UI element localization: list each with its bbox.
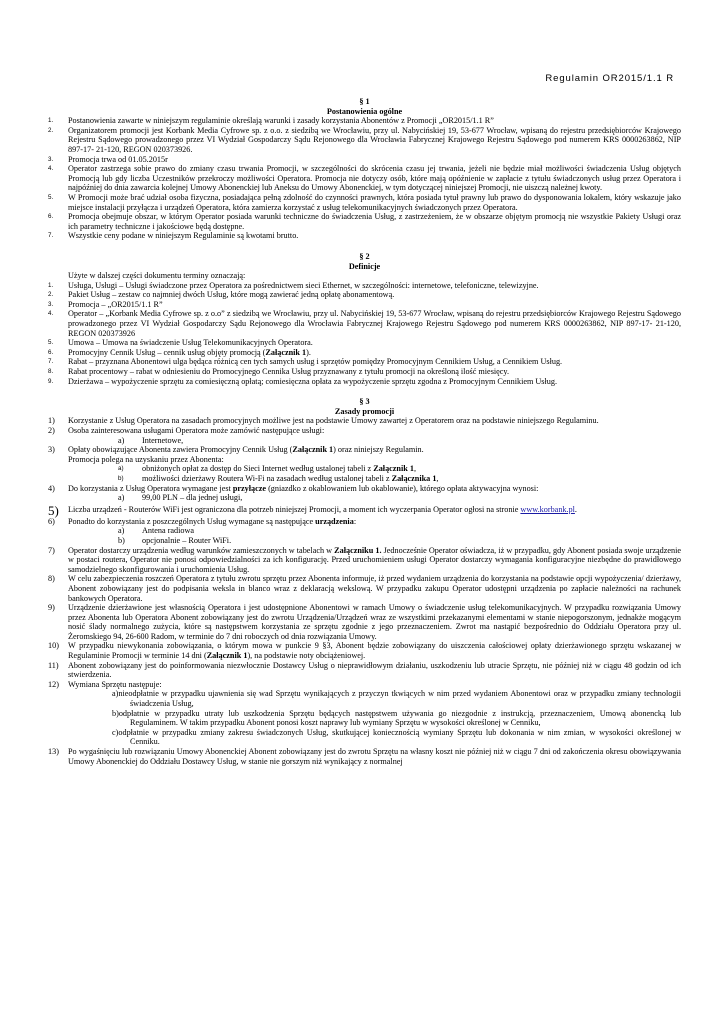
section-2-list (48, 281, 681, 387)
section-1-number: § 1 (359, 97, 370, 106)
rule-10: 10) W przypadku niewykonania zobowiązania, o którym mowa w punkcie 9 §3, Abonent będzie zobowiązany do uiszczenia całościowej opłaty dzierżawionego sprzętu wskazanej w Regulaminie Promocji w terminie 14 dni (Załącznik 1), na podstawie noty obciążeniowej. (48, 641, 681, 661)
section-3-number: § 3 (359, 397, 370, 407)
rule-11: 11) Abonent zobowiązany jest do poinformowania niezwłocznie Dostawcy Usług o nieprawidłowym działaniu, uszkodzeniu lub utracie Sprzętu, nie później niż w ciągu 48 godzin od ich stwierdzenia. (48, 660, 681, 680)
section-2-item: 2. Pakiet Usług – zestaw co najmniej dwóch Usług, które mogą zawierać jedną opłatę abonamentową. (48, 290, 395, 300)
section-2-item: 7. Rabat – przyznana Abonentowi ulga będąca różnicą cen tych samych usług i sprzętów pomiędzy Promocyjnym Cennikiem Usług, a Cennikiem Usług. (48, 357, 563, 367)
rule-6: 6) Ponadto do korzystania z poszczególnych Usług wymagane są następujące urządzenia: (48, 516, 357, 526)
rule-12-case-b: b)odpłatnie w przypadku utraty lub uszkodzenia Sprzętu będących następstwem używania go niezgodnie z instrukcją, przeznaczeniem, Umową abonencką lub Regulaminem. W takim przypadku Abonent ponosi koszt naprawy lub wymiany Sprzętu w wysokości określonej w Cenniku, (112, 708, 681, 728)
rule-13: 13) Po wygaśnięciu lub rozwiązaniu Umowy Abonenckiej Abonent zobowiązany jest do zwrotu Sprzętu na własny koszt nie później niż w ciągu 7 dni od zakończenia okresu obowiązywania Umowy Abonenckiej do Oddziału Dostawcy Usług, w stanie nie gorszym niż wynikający z normalnej (48, 747, 681, 766)
section-2-item: 5. Umowa – Umowa na świadczenie Usług Telekomunikacyjnych Operatora. (48, 338, 313, 348)
rule-5: 5) Liczba urządzeń - Routerów WiFi jest ograniczona dla potrzeb niniejszej Promocji, a moment ich wyczerpania Operator ogłosi na stronie www.korbank.pl. (48, 502, 577, 518)
section-1-list (48, 116, 681, 241)
section-1-item: 2. Organizatorem promocji jest Korbank Media Cyfrowe sp. z o.o. z siedzibą we Wrocławiu, przy ul. Nabycińskiej 19, 53-677 Wrocław, wpisaną do rejestru przedsiębiorców Krajowego Rejestru Sądowego prowadzonego przez VI Wydział Gospodarczy Sądu Rejonowego dla Wrocławia Fabrycznej Krajowego Rejestru Sądowego pod numerem KRS 0000263862, NIP 897-17- 21-120, REGON 020373926. (48, 125, 681, 154)
section-3-title: Zasady promocji (334, 406, 395, 416)
rule-3: 3) Opłaty obowiązujące Abonenta zawiera Promocyjny Cennik Usług (Załącznik 1) oraz niniejszy Regulamin. Promocja polega na uzyskaniu przez Abonenta: (48, 445, 424, 464)
section-2-item: 4. Operator – „Korbank Media Cyfrowe sp. z o.o” z siedzibą we Wrocławiu, przy ul. Nabycińskiej 19, 53-677 Wrocław, wpisaną do rejestru przedsiębiorców Krajowego Rejestru Sądowego prowadzonego przez VI Wydział Gospodarczy Sądu Rejonowego dla Wrocławia Fabrycznej Krajowego Rejestru Sądowego pod numerem KRS 0000263862, NIP 897-17- 21-120, REGON 020373926 (48, 309, 681, 338)
rule-12-case-c: c)odpłatnie w przypadku zmiany zakresu świadczonych Usług, skutkującej koniecznością wymiany Sprzętu lub dokonania w nim zmian, w wysokości określonej w Cenniku. (112, 727, 681, 747)
rule-4-fee-a: a) 99,00 PLN – dla jednej usługi, (118, 493, 243, 503)
section-2-number: § 2 (359, 251, 370, 261)
section-1-item: 6. Promocja obejmuje obszar, w którym Operator posiada warunki techniczne do świadczenia Usług, z zastrzeżeniem, że w obszarze objętym promocją nie wszystkie Pakiety Usługi oraz ich parametry techniczne i jakościowe będą dostępne. (48, 212, 681, 231)
section-1-item: 1. Postanowienia zawarte w niniejszym regulaminie określają warunki i zasady korzystania Abonentów z Promocji „OR2015/1.1 R” (48, 116, 494, 126)
section-2-item: 3. Promocja – „OR2015/1.1 R” (48, 299, 163, 309)
rule-8: 8) W celu zabezpieczenia roszczeń Operatora z tytułu zwrotu sprzętu przez Abonenta informuje, iż przed wydaniem urządzenia do korzystania na podstawie opcji wypożyczenia/ dzierżawy, Abonent zobowiązany jest do podpisania weksla in blanco wraz z deklaracją wekslową. W przypadku zakupu Operator udostępni urządzenia po zapłacie należności na rachunek bankowych Operatora. (48, 574, 681, 603)
rule-9: 9) Urządzenie dzierżawione jest własnością Operatora i jest udostępnione Abonentowi w ramach Umowy o świadczenie usług telekomunikacyjnych. W przypadku rozwiązania Umowy przez Abonenta lub Operatora Abonent zobowiązany jest do zwrotu Urządzenia/Urządzeń wraz ze wszystkimi przekazanymi elementami w stanie niepogorszonym, jednakże mogącym nosić ślady normalnego zużycia, które są następstwem korzystania ze sprzętu zgodnie z jego przeznaczeniem. Zwrot ma nastąpić bezpośrednio do Oddziału Operatora przy ul. Żeromskiego 94, 26-600 Radom, w terminie do 7 dni roboczych od dnia rozwiązania Umowy. (48, 603, 681, 641)
rule-3-benefit-a: a) obniżonych opłat za dostęp do Sieci Internet według ustalonej tabeli z Załącznik 1, (118, 464, 416, 474)
rule-2: 2) Osoba zainteresowana usługami Operatora może zamówić następujące usługi: (48, 426, 325, 435)
rule-1: 1) Korzystanie z Usług Operatora na zasadach promocyjnych możliwe jest na podstawie Umowy zawartej z Operatorem oraz na podstawie niniejszego Regulaminu. (48, 416, 599, 426)
document-body (48, 97, 681, 766)
section-2-item: 9. Dzierżawa – wypożyczenie sprzętu za comiesięczną opłatą; comiesięczna opłata za wypożyczenie sprzętu zgodna z Promocyjnym Cennikiem Usług. (48, 376, 557, 386)
section-2-intro: Użyte w dalszej części dokumentu terminy oznaczają: (68, 271, 246, 281)
document-reference: Regulamin OR2015/1.1 R (545, 73, 674, 84)
section-1-item: 3. Promocja trwa od 01.05.2015r (48, 154, 168, 164)
rule-3-benefit-b: b) możliwości dzierżawy Routera Wi-Fi na zasadach według ustalonej tabeli z Załącznika 1, (118, 473, 439, 483)
section-1-item: 7. Wszystkie ceny podane w niniejszym Regulaminie są kwotami brutto. (48, 231, 299, 241)
rule-7: 7) Operator dostarczy urządzenia według warunków zamieszczonych w tabelach w Załączniku 1. Jednocześnie Operator oświadcza, iż w przypadku, gdy Abonent posiada swoje urządzenie w postaci routera, Operator nie ponosi odpowiedzialności za ich konfigurację. Przed uruchomieniem usługi Operator dostarczy wymagania konfiguracyjne niezbędne do prawidłowego samodzielnego skonfigurowania i uruchomienia Usług. (48, 545, 681, 574)
section-1-title: Postanowienia ogólne (326, 106, 403, 116)
section-2-item: 1. Usługa, Usługi – Usługi świadczone przez Operatora za pośrednictwem sieci Ethernet, w szczególności: internetowe, telefoniczne, telewizyjne. (48, 280, 539, 290)
rule-4: 4) Do korzystania z Usług Operatora wymagane jest przyłącze (gniazdko z okablowaniem lub okablowanie), którego opłata aktywacyjna wynosi: (48, 483, 539, 493)
rule-6-device-b: b) opcjonalnie – Router WiFi. (118, 535, 232, 545)
rule-12: 12) Wymiana Sprzętu następuje: (48, 679, 162, 689)
rule-12-case-a: a)nieodpłatnie w przypadku ujawnienia się wad Sprzętu wynikających z przyczyn tkwiących w nim przed wydaniem Abonentowi oraz w przypadku zmiany technologii świadczenia Usług, (112, 689, 681, 709)
section-1-item: 4. Operator zastrzega sobie prawo do zmiany czasu trwania Promocji, w szczególności do skrócenia czasu jej trwania, jeżeli nie będzie miał możliwości świadczenia Usług objętych Promocją lub gdy liczba Uczestników przekroczy możliwości Operatora. Promocja nie dotyczy osób, które mają opóźnienie w zapłacie z tytułu świadczonych usług przez Operatora i najpóźniej do dnia zawarcia kolejnej Umowy Abonenckiej lub Aneksu do Umowy Abonenckiej, w tym dotyczącej niniejszej Promocji, nie uiszczą należnej kwoty. (48, 164, 681, 193)
section-2-item: 6. Promocyjny Cennik Usług – cennik usług objęty promocją (Załącznik 1). (48, 347, 311, 357)
section-2-title: Definicje (348, 261, 381, 271)
rule-6-device-a: a) Antena radiowa (118, 526, 195, 536)
korbank-website-link[interactable]: www.korbank.pl (520, 504, 575, 514)
section-1-item: 5. W Promocji może brać udział osoba fizyczna, posiadająca pełną zdolność do czynności prawnych, która posiada tytuł prawny lub prawo do dysponowania lokalem, który wskazuje jako miejsce instalacji przyłącza i urządzeń Operatora, która zamierza korzystać z usług telekomunikacyjnych świadczonych przez Operatora. (48, 192, 681, 212)
rule-2-option-a: a) Internetowe, (118, 435, 184, 445)
section-2-item: 8. Rabat procentowy – rabat w odniesieniu do Promocyjnego Cennika Usług przyznawany z tytułu promocji na określoną ilość miesięcy. (48, 367, 510, 377)
